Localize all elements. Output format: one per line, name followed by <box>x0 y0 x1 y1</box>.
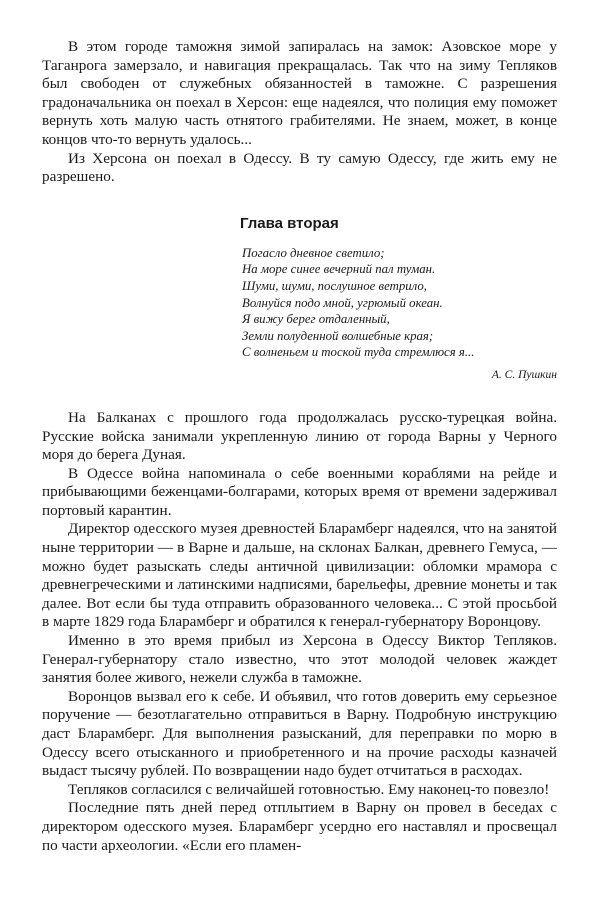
book-page <box>42 38 557 855</box>
chapter-body <box>42 409 557 855</box>
epigraph-author: А. С. Пушкин <box>491 368 557 381</box>
paragraph: В этом городе таможня зимой запиралась на замок: Азовское море у Таганрога замерзало, и навигация прекращалась. Так что на зиму Тепляков был свободен от служебных обязанностей в таможне. С разрешения градоначальника он поехал в Херсон: еще надеялся, что полиция ему поможет вернуть хоть малую часть отнятого грабителями. Не знаем, может, в конце концов что-то вернуть удалось... <box>42 38 557 148</box>
paragraph: На Балканах с прошлого года продолжалась русско-турецкая война. Русские войска занимали укрепленную линию от города Варны у Черного моря до берега Дуная. <box>42 408 557 464</box>
paragraph: Директор одесского музея древностей Бларамберг надеялся, что на занятой ныне территории — в Варне и дальше, на склонах Балкан, древнего Гемуса, — можно будет разыскать следы античной цивилизации: обломки мрамора с древнегреческими и латинскими надписями, барельефы, древние монеты и так далее. Вот если бы туда отправить образованного человека... С этой просьбой в марте 1829 года Бларамберг и обратился к генерал-губернатору Воронцову. <box>42 520 557 631</box>
paragraph: Последние пять дней перед отплытием в Варну он провел в беседах с директором одесского музея. Бларамберг усердно его наставлял и просвещал по части археологии. «Если его пламен- <box>42 799 557 854</box>
paragraph: Из Херсона он поехал в Одессу. В ту самую Одессу, где жить ему не разрешено. <box>42 149 557 186</box>
epigraph-line: Погасло дневное светило; <box>242 245 385 260</box>
epigraph <box>242 245 557 382</box>
paragraph: Воронцов вызвал его к себе. И объявил, что готов доверить ему серьезное поручение — безотлагательно отправиться в Варну. Подробную инструкцию даст Бларамберг. Для выполнения разысканий, для переправки по морю в Одессу всего отысканного и приобретенного и на прочие расходы казначей выдаст тысячу рублей. По возвращении надо будет отчитаться в расходах. <box>42 687 557 780</box>
epigraph-line: Земли полуденной волшебные края; <box>242 328 434 343</box>
epigraph-line: С волненьем и тоской туда стремлюся я... <box>242 345 475 360</box>
epigraph-line: Волнуйся подо мной, угрюмый океан. <box>242 295 443 310</box>
paragraph: Именно в это время прибыл из Херсона в Одессу Виктор Тепляков. Генерал-губернатору стало известно, что этот молодой человек жаждет занятия более живого, нежели служба в таможне. <box>42 632 557 687</box>
paragraph: Тепляков согласился с величайшей готовностью. Ему наконец-то повезло! <box>68 780 550 798</box>
epigraph-line: На море синее вечерний пал туман. <box>242 262 436 277</box>
paragraph: В Одессе война напоминала о себе военными кораблями на рейде и прибывающими беженцами-болгарами, которых время от времени задерживал портовый карантин. <box>42 464 557 519</box>
chapter-title: Глава вторая <box>240 214 339 232</box>
intro-section <box>42 38 557 187</box>
epigraph-line: Шуми, шуми, послушное ветрило, <box>242 278 427 293</box>
epigraph-line: Я вижу берег отдаленный, <box>242 312 390 327</box>
